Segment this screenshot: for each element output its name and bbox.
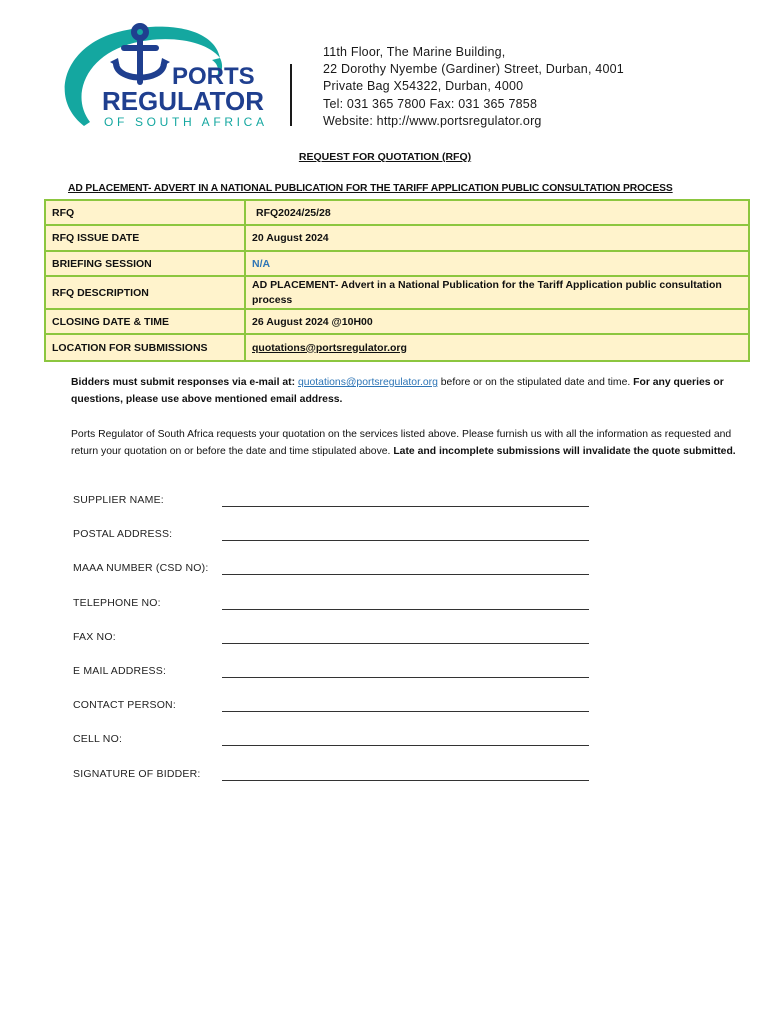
email-field[interactable] xyxy=(222,677,589,678)
rfq-description: AD PLACEMENT- Advert in a National Publication for the Tariff Application public consultation process xyxy=(245,276,749,309)
row-label: LOCATION FOR SUBMISSIONS xyxy=(45,334,245,361)
form-row-telephone xyxy=(73,595,593,615)
logo-text-regulator: REGULATOR xyxy=(102,86,265,116)
row-label: BRIEFING SESSION xyxy=(45,251,245,276)
form-row-maaa-number xyxy=(73,560,593,580)
paragraph-warning: Late and incomplete submissions will invalidate the quote submitted. xyxy=(393,446,736,457)
logo-graphic xyxy=(56,18,276,136)
table-row xyxy=(45,309,749,334)
row-label: RFQ ISSUE DATE xyxy=(45,225,245,251)
table-row xyxy=(45,200,749,225)
field-label: CELL NO: xyxy=(73,733,123,745)
supplier-name-field[interactable] xyxy=(222,506,589,507)
form-row-postal-address xyxy=(73,526,593,546)
logo-text-ports: PORTS xyxy=(172,63,255,90)
submission-instructions xyxy=(71,374,739,408)
form-row-email xyxy=(73,663,593,683)
fax-field[interactable] xyxy=(222,643,589,644)
field-label: SUPPLIER NAME: xyxy=(73,494,164,506)
closing-date: 26 August 2024 @10H00 xyxy=(245,309,749,334)
email-link[interactable]: quotations@portsregulator.org xyxy=(297,377,438,388)
instruction-bold: Bidders must submit responses via e-mail at: xyxy=(71,377,296,388)
telephone-field[interactable] xyxy=(222,609,589,610)
form-row-cell xyxy=(73,731,593,751)
address-line: Tel: 031 365 7800 Fax: 031 365 7858 xyxy=(323,96,538,111)
postal-address-field[interactable] xyxy=(222,540,589,541)
row-label: CLOSING DATE & TIME xyxy=(45,309,245,334)
row-label: RFQ DESCRIPTION xyxy=(45,276,245,309)
field-label: TELEPHONE NO: xyxy=(73,597,161,609)
form-row-signature xyxy=(73,766,593,786)
address-line: Private Bag X54322, Durban, 4000 xyxy=(323,79,524,94)
field-label: CONTACT PERSON: xyxy=(73,699,176,711)
document-subject: AD PLACEMENT- ADVERT IN A NATIONAL PUBLICATION FOR THE TARIFF APPLICATION PUBLIC CONSULTATION PROCESS xyxy=(68,183,673,194)
quotation-request-paragraph xyxy=(71,426,739,460)
field-label: POSTAL ADDRESS: xyxy=(73,528,173,540)
briefing-session-value: N/A xyxy=(245,251,749,276)
rfq-number: RFQ2024/25/28 xyxy=(245,200,749,225)
logo-text-country: OF SOUTH AFRICA xyxy=(104,115,264,129)
issue-date: 20 August 2024 xyxy=(245,225,749,251)
website-line: Website: http://www.portsregulator.org xyxy=(323,113,542,128)
ports-regulator-logo xyxy=(56,18,276,136)
form-row-fax xyxy=(73,629,593,649)
address-line: 22 Dorothy Nyembe (Gardiner) Street, Durban, 4001 xyxy=(323,62,624,77)
field-label: SIGNATURE OF BIDDER: xyxy=(73,768,201,780)
field-label: FAX NO: xyxy=(73,631,116,643)
address-line: 11th Floor, The Marine Building, xyxy=(323,45,506,59)
header-divider xyxy=(290,64,292,126)
field-label: E MAIL ADDRESS: xyxy=(73,665,167,677)
contact-person-field[interactable] xyxy=(222,711,589,712)
table-row xyxy=(45,276,749,309)
instruction-bold: For any queries or questions, please use above mentioned email address. xyxy=(71,377,724,405)
maaa-number-field[interactable] xyxy=(222,574,589,575)
table-row xyxy=(45,334,749,361)
form-row-supplier-name xyxy=(73,492,593,512)
instruction-text: before or on the stipulated date and time. xyxy=(440,377,631,388)
table-row xyxy=(45,225,749,251)
signature-field[interactable] xyxy=(222,780,589,781)
cell-number-field[interactable] xyxy=(222,745,589,746)
form-row-contact-person xyxy=(73,697,593,717)
field-label: MAAA NUMBER (CSD NO): xyxy=(73,562,209,574)
rfq-details-table xyxy=(44,199,750,362)
table-row xyxy=(45,251,749,276)
address-block xyxy=(323,44,624,130)
paragraph-text: Ports Regulator of South Africa requests your quotation on the services listed above. Please furnish us with all the information as requested and return your quotation on or before the date and time stipulated above. xyxy=(71,429,732,457)
row-label: RFQ xyxy=(45,200,245,225)
document-title: REQUEST FOR QUOTATION (RFQ) xyxy=(298,151,472,163)
submission-email-link[interactable]: quotations@portsregulator.org xyxy=(245,334,749,361)
